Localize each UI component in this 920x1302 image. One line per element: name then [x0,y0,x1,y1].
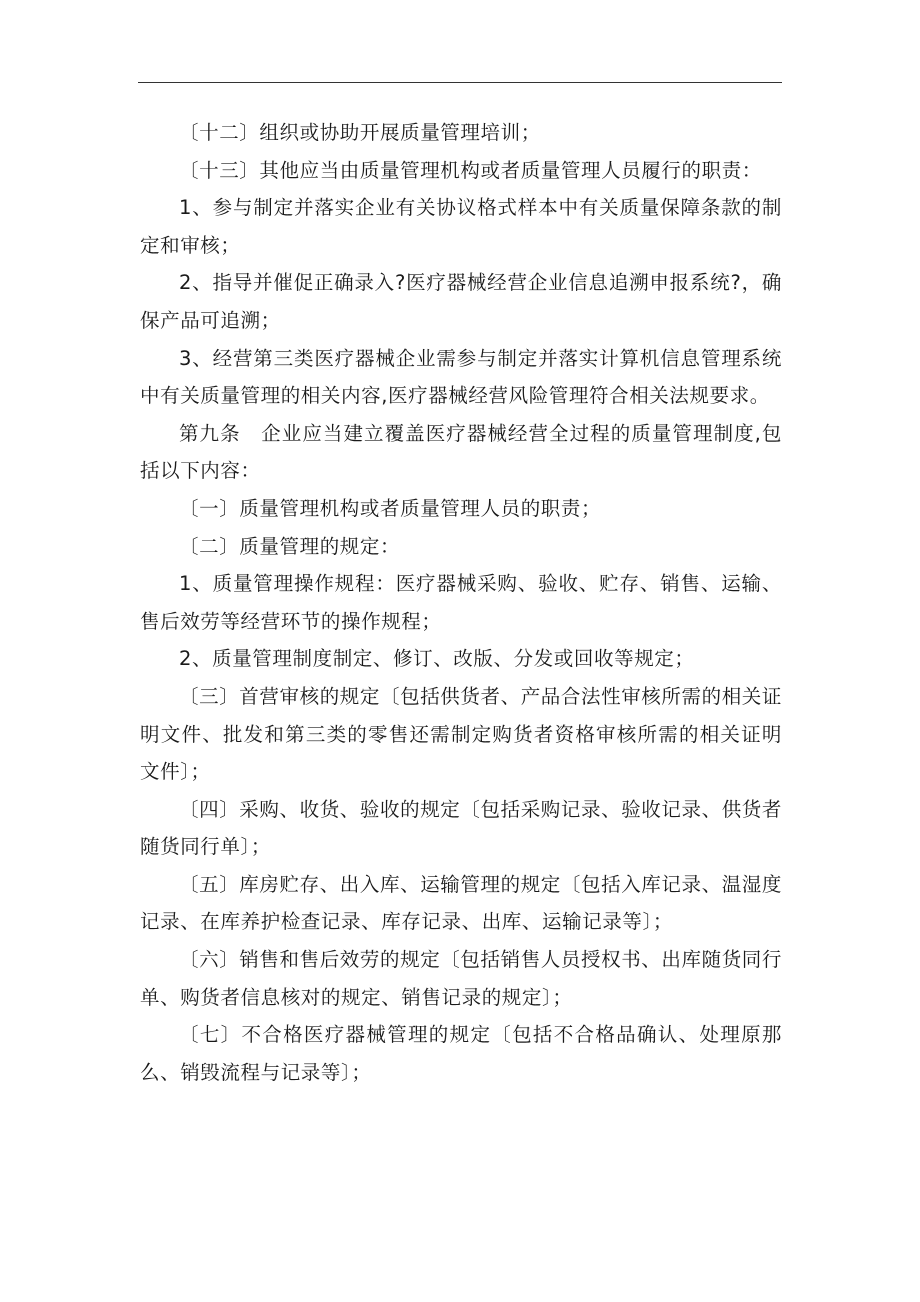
paragraph-subitem-1-rules: 1、质量管理操作规程：医疗器械采购、验收、贮存、销售、运输、售后效劳等经营环节的操作规程； [140,572,782,633]
paragraph-item-2: 〔二〕质量管理的规定： [179,534,401,558]
paragraph-item-4: 〔四〕采购、收货、验收的规定〔包括采购记录、验收记录、供货者随货同行单〕； [140,797,783,859]
paragraph-item-13: 〔十三〕其他应当由质量管理机构或者质量管理人员履行的职责： [179,158,762,182]
paragraph-subitem-2-rules: 2、质量管理制度制定、修订、改版、分发或回收等规定； [179,647,695,671]
paragraph-item-3: 〔三〕首营审核的规定〔包括供货者、产品合法性审核所需的相关证明文件、批发和第三类的零售还需制定购货者资格审核所需的相关证明文件〕； [140,684,783,784]
paragraph-item-5: 〔五〕库房贮存、出入库、运输管理的规定〔包括入库记录、温湿度记录、在库养护检查记录、库存记录、出库、运输记录等〕； [140,872,783,934]
document-body [140,114,782,1091]
paragraph-item-6: 〔六〕销售和售后效劳的规定〔包括销售人员授权书、出库随货同行单、购货者信息核对的规定、销售记录的规定〕； [140,948,783,1009]
paragraph-subitem-1: 1、参与制定并落实企业有关协议格式样本中有关质量保障条款的制定和审核； [140,196,782,257]
paragraph-subitem-3: 3、经营第三类医疗器械企业需参与制定并落实计算机信息管理系统中有关质量管理的相关内容,医疗器械经营风险管理符合相关法规要求。 [140,346,782,408]
paragraph-item-7: 〔七〕不合格医疗器械管理的规定〔包括不合格品确认、处理原那么、销毁流程与记录等〕； [140,1023,782,1084]
paragraph-item-1: 〔一〕质量管理机构或者质量管理人员的职责； [179,496,602,520]
paragraph-subitem-2: 2、指导并催促正确录入?医疗器械经营企业信息追溯申报系统?，确保产品可追溯； [140,271,782,332]
paragraph-item-12: 〔十二〕组织或协助开展质量管理培训； [179,121,541,144]
article-9: 第九条 企业应当建立覆盖医疗器械经营全过程的质量管理制度,包括以下内容： [140,421,782,483]
header-rule [138,82,782,83]
